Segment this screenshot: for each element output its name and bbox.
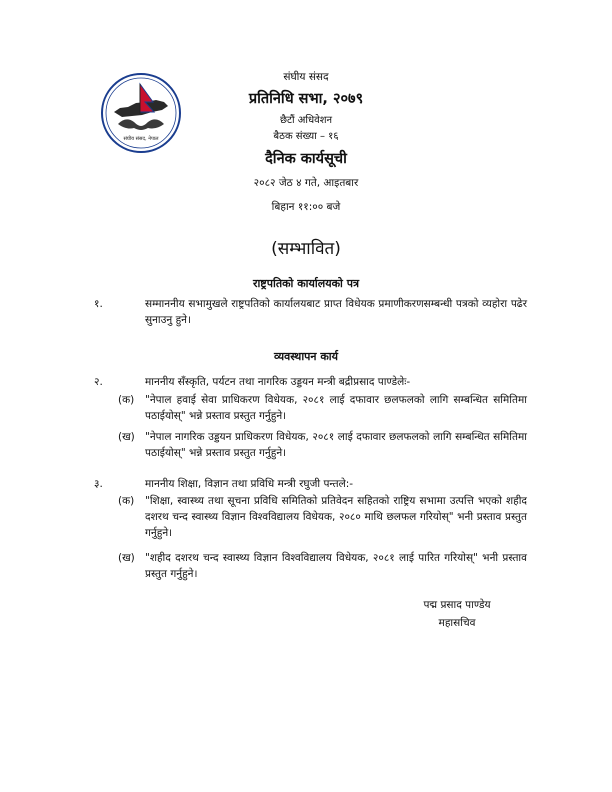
header-line2: प्रतिनिधि सभा, २०७९	[248, 91, 364, 107]
section-heading-1: राष्ट्रपतिको कार्यालयको पत्र	[252, 277, 360, 290]
header-line1: संघीय संसद	[283, 71, 329, 83]
sub-item-label: (क)	[118, 495, 135, 507]
section-heading-2: व्यवस्थापन कार्य	[273, 350, 339, 363]
signatory-title: महासचिव	[438, 617, 476, 629]
item-number: ३.	[94, 478, 103, 490]
header-line5: दैनिक कार्यसूची	[265, 151, 347, 167]
item-text: सम्माननीय सभामुखले राष्ट्रपतिको कार्यालयबाट प्राप्त विधेयक प्रमाणीकरणसम्बन्धी पत्रको व्यहोरा पढेर सुनाउनु हुने।	[145, 298, 527, 326]
sub-item-label: (ख)	[118, 431, 135, 443]
item-number: २.	[94, 376, 103, 388]
header-line7: बिहान ११:०० बजे	[271, 201, 341, 213]
item-text: माननीय सँस्कृति, पर्यटन तथा नागरिक उड्डयन मन्त्री बद्रीप्रसाद पाण्डेलेः-	[145, 376, 411, 388]
sub-item-text: "नेपाल हवाई सेवा प्राधिकरण विधेयक, २०८१ लाई दफावार छलफलको लागि सम्बन्धित समितिमा पठाईयोस्" भन्ने प्रस्ताव प्रस्तुत गर्नुहुने।	[145, 394, 527, 422]
sub-item-text: "शहीद दशरथ चन्द स्वास्थ्य विज्ञान विश्वविद्यालय विधेयक, २०८१ लाई पारित गरियोस्" भनी प्रस्ताव प्रस्तुत गर्नुहुने।	[145, 552, 527, 580]
status-label: (सम्भावित)	[271, 239, 341, 259]
item-number: १.	[94, 298, 103, 310]
header-line6: २०८२ जेठ ४ गते, आइतबार	[253, 177, 359, 189]
sub-item-text: "शिक्षा, स्वास्थ्य तथा सूचना प्रविधि समितिको प्रतिवेदन सहितको राष्ट्रिय सभामा उत्पत्ति भएको शहीद दशरथ चन्द स्वास्थ्य विज्ञान विश्वविद्यालय विधेयक, २०८० माथि छलफल गरियोस्" भनी प्रस्ताव प्रस्तुत गर्नुहुने।	[145, 495, 527, 539]
header-line3: छैटौं अधिवेशन	[279, 115, 333, 126]
sub-item-label: (ख)	[118, 552, 135, 564]
item-text: माननीय शिक्षा, विज्ञान तथा प्रविधि मन्त्री रघुजी पन्तले:-	[145, 478, 354, 490]
header-line4: बैठक संख्या – १६	[273, 131, 339, 142]
sub-item-text: "नेपाल नागरिक उड्डयन प्राधिकरण विधेयक, २०८१ लाई दफावार छलफलको लागि सम्बन्धित समितिमा पठाईयोस्" भन्ने प्रस्ताव प्रस्तुत गर्नुहुने।	[145, 431, 527, 459]
signatory-name: पद्म प्रसाद पाण्डेय	[423, 599, 491, 611]
sub-item-label: (क)	[118, 394, 135, 406]
logo-text: संघीय संसद, नेपाल	[123, 136, 159, 142]
